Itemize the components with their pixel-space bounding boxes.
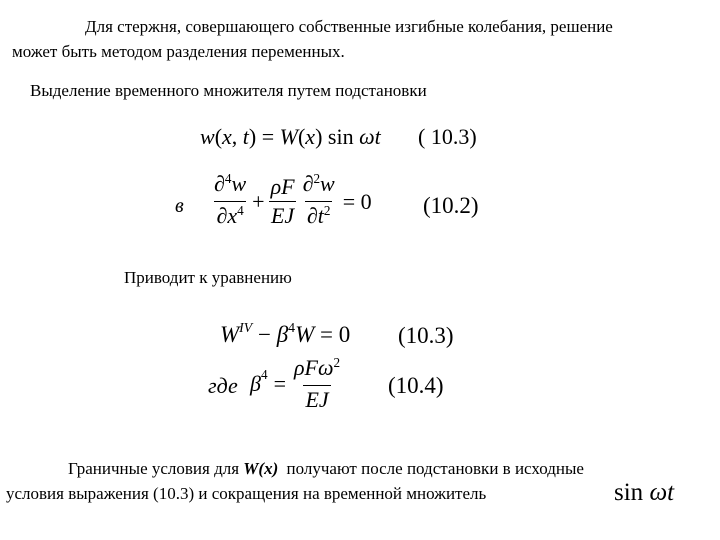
final-omega-t: ωt — [649, 479, 675, 506]
equation-beam-vibration: $\frac{\partial^4w}{\partial x^4}$ + $\frac{\rho F}{EJ}$ $\frac{\partial^2w}{\partial t^2}$ = 0 — [212, 171, 372, 232]
boundary-text-a: Граничные условия для — [68, 459, 240, 478]
boundary-w-of-x: W(x) — [243, 459, 279, 478]
equation-label-10-3-first: ( 10.3) — [418, 124, 477, 149]
boundary-line-1 — [68, 459, 584, 479]
equation-label-10-3-second: (10.3) — [398, 323, 454, 348]
equation-label-10-2: (10.2) — [423, 193, 479, 218]
time-factor-text: Выделение временного множителя путем подстановки — [30, 81, 427, 100]
leads-to-text: Приводит к уравнению — [124, 268, 292, 287]
equation-reduced: $W^{IV} - \beta^4W = 0$ — [220, 320, 351, 347]
equation-label-10-4: (10.4) — [388, 373, 444, 398]
final-time-factor — [614, 479, 674, 507]
boundary-line-2: условия выражения (10.3) и сокращения на временной множитель — [6, 484, 487, 503]
equation-prefix-v: в — [175, 195, 184, 217]
intro-line-2: может быть методом разделения переменных. — [12, 42, 345, 61]
intro-line-1: Для стержня, совершающего собственные изгибные колебания, решение — [85, 17, 613, 36]
final-sin: sin — [614, 479, 644, 506]
boundary-text-b: получают после подстановки в исходные — [286, 459, 584, 478]
equation-substitution: w(x, t) = W(x) sin ωt — [200, 124, 381, 149]
equation-beta-definition: β 4 = $\frac{\rho F\omega^2}{EJ}$ — [250, 355, 341, 412]
equation-prefix-gde: где — [208, 373, 238, 398]
